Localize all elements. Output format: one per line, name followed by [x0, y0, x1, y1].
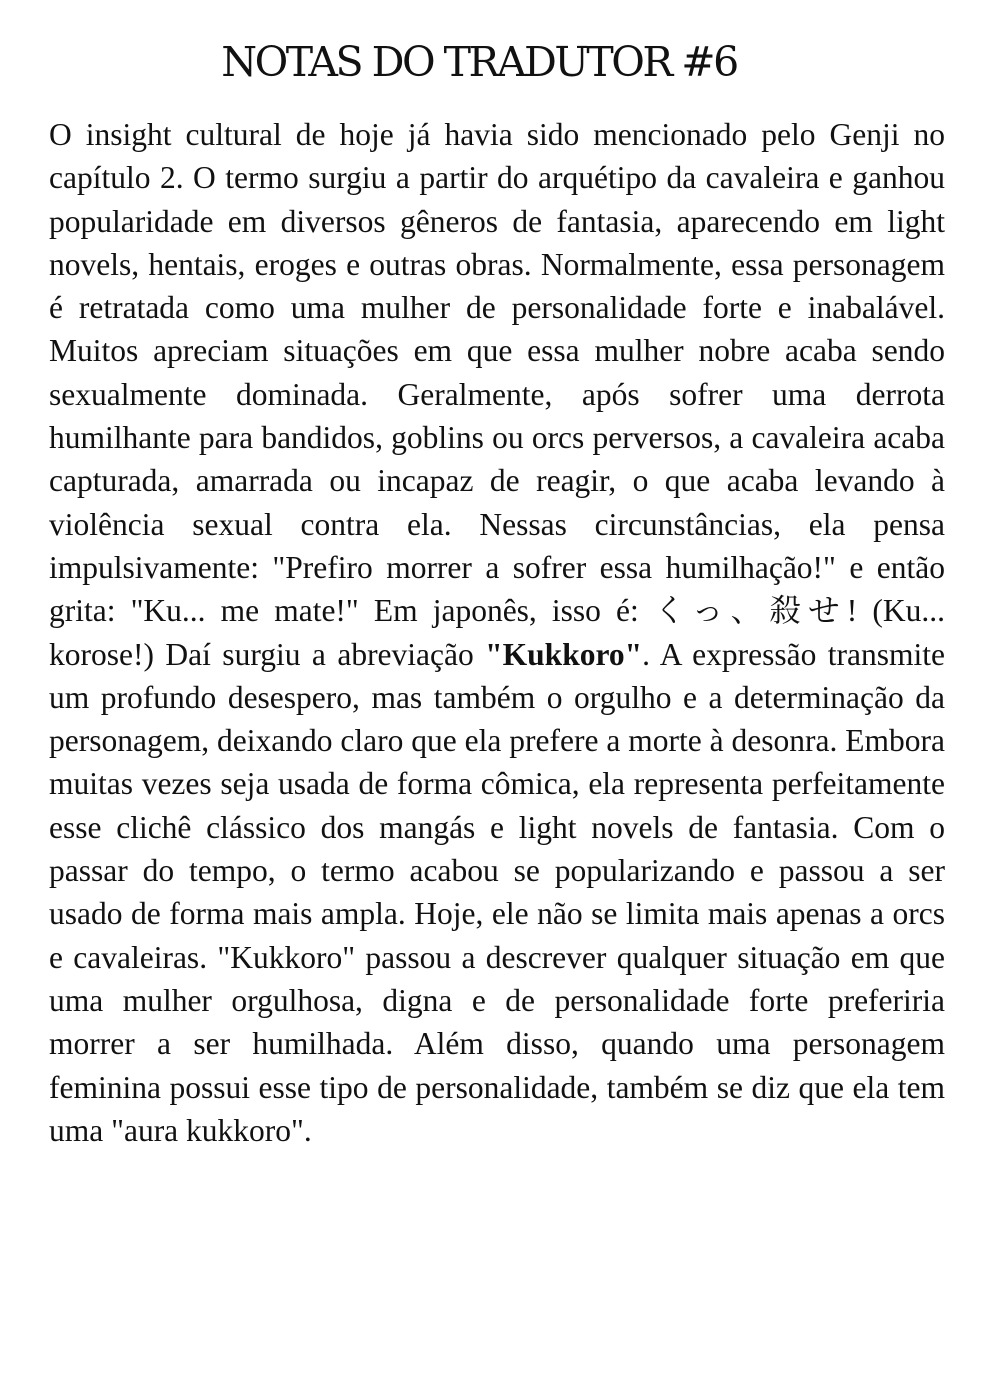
page-title: NOTAS DO TRADUTOR #6: [221, 38, 737, 86]
body-text-part-1: O insight cultural de hoje já havia sido mencionado pelo Genji no capítulo 2. O termo surgiu a partir do arquétipo da cavaleira e ganhou popularidade em diversos gêneros de fantasia, aparecendo em light novels, hentais, eroges e outras obras. Normalmente, essa personagem é retratada como uma mulher de personalidade forte e inabalável. Muitos apreciam situações em que essa mulher nobre acaba sendo sexualmente dominada. Geralmente, após sofrer uma derrota humilhante para bandidos, goblins ou orcs perversos, a cavaleira acaba capturada, amarrada ou incapaz de reagir, o que acaba levando à violência sexual contra ela. Nessas circunstâncias, ela pensa impulsivamente: "Prefiro morrer a sofrer essa humilhação!" e então grita: "Ku... me mate!" Em japonês, isso é: くっ、殺せ! (Ku... korose!) Daí surgiu a abreviação: [49, 117, 945, 672]
highlighted-term: "Kukkoro": [485, 636, 643, 672]
body-text-part-2: . A expressão transmite um profundo desespero, mas também o orgulho e a determinação da personagem, deixando claro que ela prefere a morte à desonra. Embora muitas vezes seja usada de forma cômica, ela representa perfeitamente esse clichê clássico dos mangás e light novels de fantasia. Com o passar do tempo, o termo acabou se popularizando e passou a ser usado de forma mais ampla. Hoje, ele não se limita mais apenas a orcs e cavaleiras. "Kukkoro" passou a descrever qualquer situação em que uma mulher orgulhosa, digna e de personalidade forte preferiria morrer a ser humilhada. Além disso, quando uma personagem feminina possui esse tipo de personalidade, também se diz que ela tem uma "aura kukkoro".: [49, 636, 945, 1148]
body-paragraph: [49, 113, 945, 1152]
